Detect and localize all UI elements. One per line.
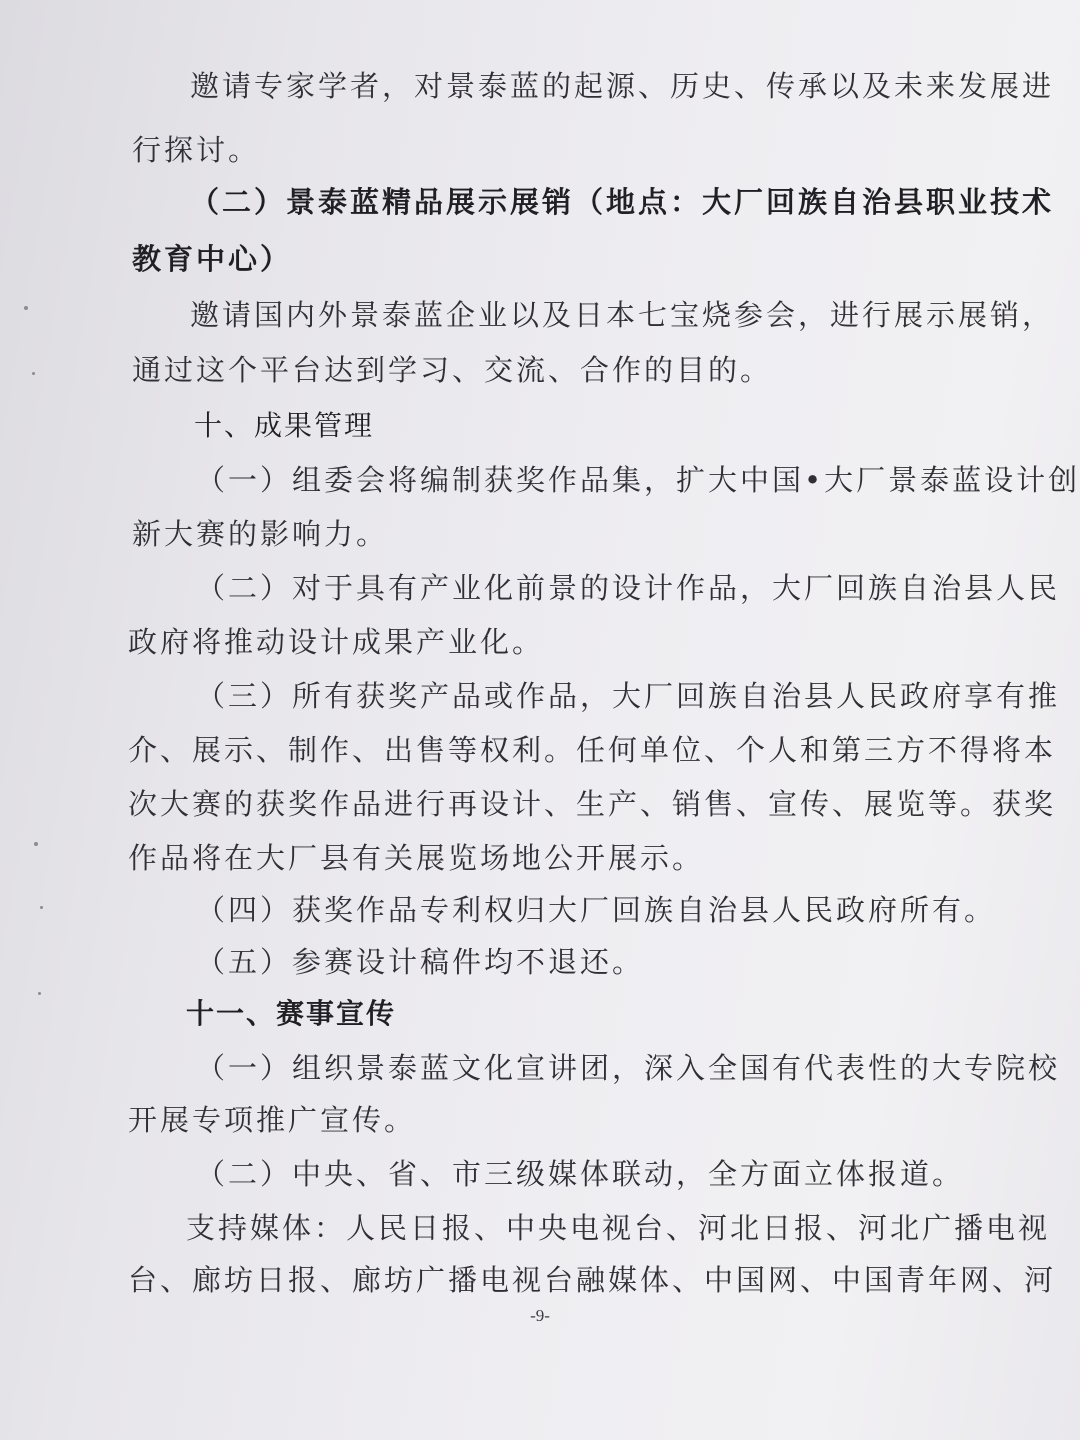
- paragraph-line-2: 行探讨。: [132, 133, 261, 167]
- paper-speck: [24, 306, 28, 310]
- paragraph-line-1: 邀请专家学者，对景泰蓝的起源、历史、传承以及未来发展进: [190, 69, 1055, 103]
- paragraph-line-5: （一）组委会将编制获奖作品集，扩大中国•大厂景泰蓝设计创: [196, 463, 1080, 497]
- paragraph-line-11: 次大赛的获奖作品进行再设计、生产、销售、宣传、展览等。获奖: [128, 787, 1057, 821]
- paragraph-line-10: 介、展示、制作、出售等权利。任何单位、个人和第三方不得将本: [128, 733, 1057, 767]
- paragraph-line-7: （二）对于具有产业化前景的设计作品，大厂回族自治县人民: [196, 571, 1061, 605]
- paper-speck: [34, 842, 38, 846]
- section-heading-10: 十、成果管理: [194, 409, 375, 442]
- paragraph-line-16: 开展专项推广宣传。: [128, 1103, 417, 1137]
- paragraph-line-6: 新大赛的影响力。: [132, 517, 389, 551]
- paragraph-line-14: （五）参赛设计稿件均不退还。: [196, 945, 645, 979]
- paragraph-line-15: （一）组织景泰蓝文化宣讲团，深入全国有代表性的大专院校: [196, 1051, 1061, 1085]
- paper-speck: [32, 372, 35, 375]
- paper-speck: [38, 992, 41, 995]
- paragraph-line-4: 通过这个平台达到学习、交流、合作的目的。: [132, 353, 773, 387]
- section-heading-11: 十一、赛事宣传: [186, 997, 397, 1030]
- paragraph-line-12: 作品将在大厂县有关展览场地公开展示。: [128, 841, 705, 875]
- subheading-line-1: （二）景泰蓝精品展示展销（地点：大厂回族自治县职业技术: [190, 185, 1055, 219]
- paragraph-line-13: （四）获奖作品专利权归大厂回族自治县人民政府所有。: [196, 893, 997, 927]
- paragraph-line-3: 邀请国内外景泰蓝企业以及日本七宝烧参会，进行展示展销，: [190, 298, 1055, 332]
- subheading-line-2: 教育中心）: [132, 242, 293, 276]
- paragraph-line-9: （三）所有获奖产品或作品，大厂回族自治县人民政府享有推: [196, 679, 1061, 713]
- paragraph-line-8: 政府将推动设计成果产业化。: [128, 625, 545, 659]
- page-number: -9-: [530, 1306, 550, 1325]
- paragraph-line-17: （二）中央、省、市三级媒体联动，全方面立体报道。: [196, 1157, 965, 1191]
- paper-speck: [40, 906, 43, 909]
- paragraph-line-18: 支持媒体：人民日报、中央电视台、河北日报、河北广播电视: [186, 1211, 1051, 1245]
- paragraph-line-19: 台、廊坊日报、廊坊广播电视台融媒体、中国网、中国青年网、河: [128, 1263, 1057, 1297]
